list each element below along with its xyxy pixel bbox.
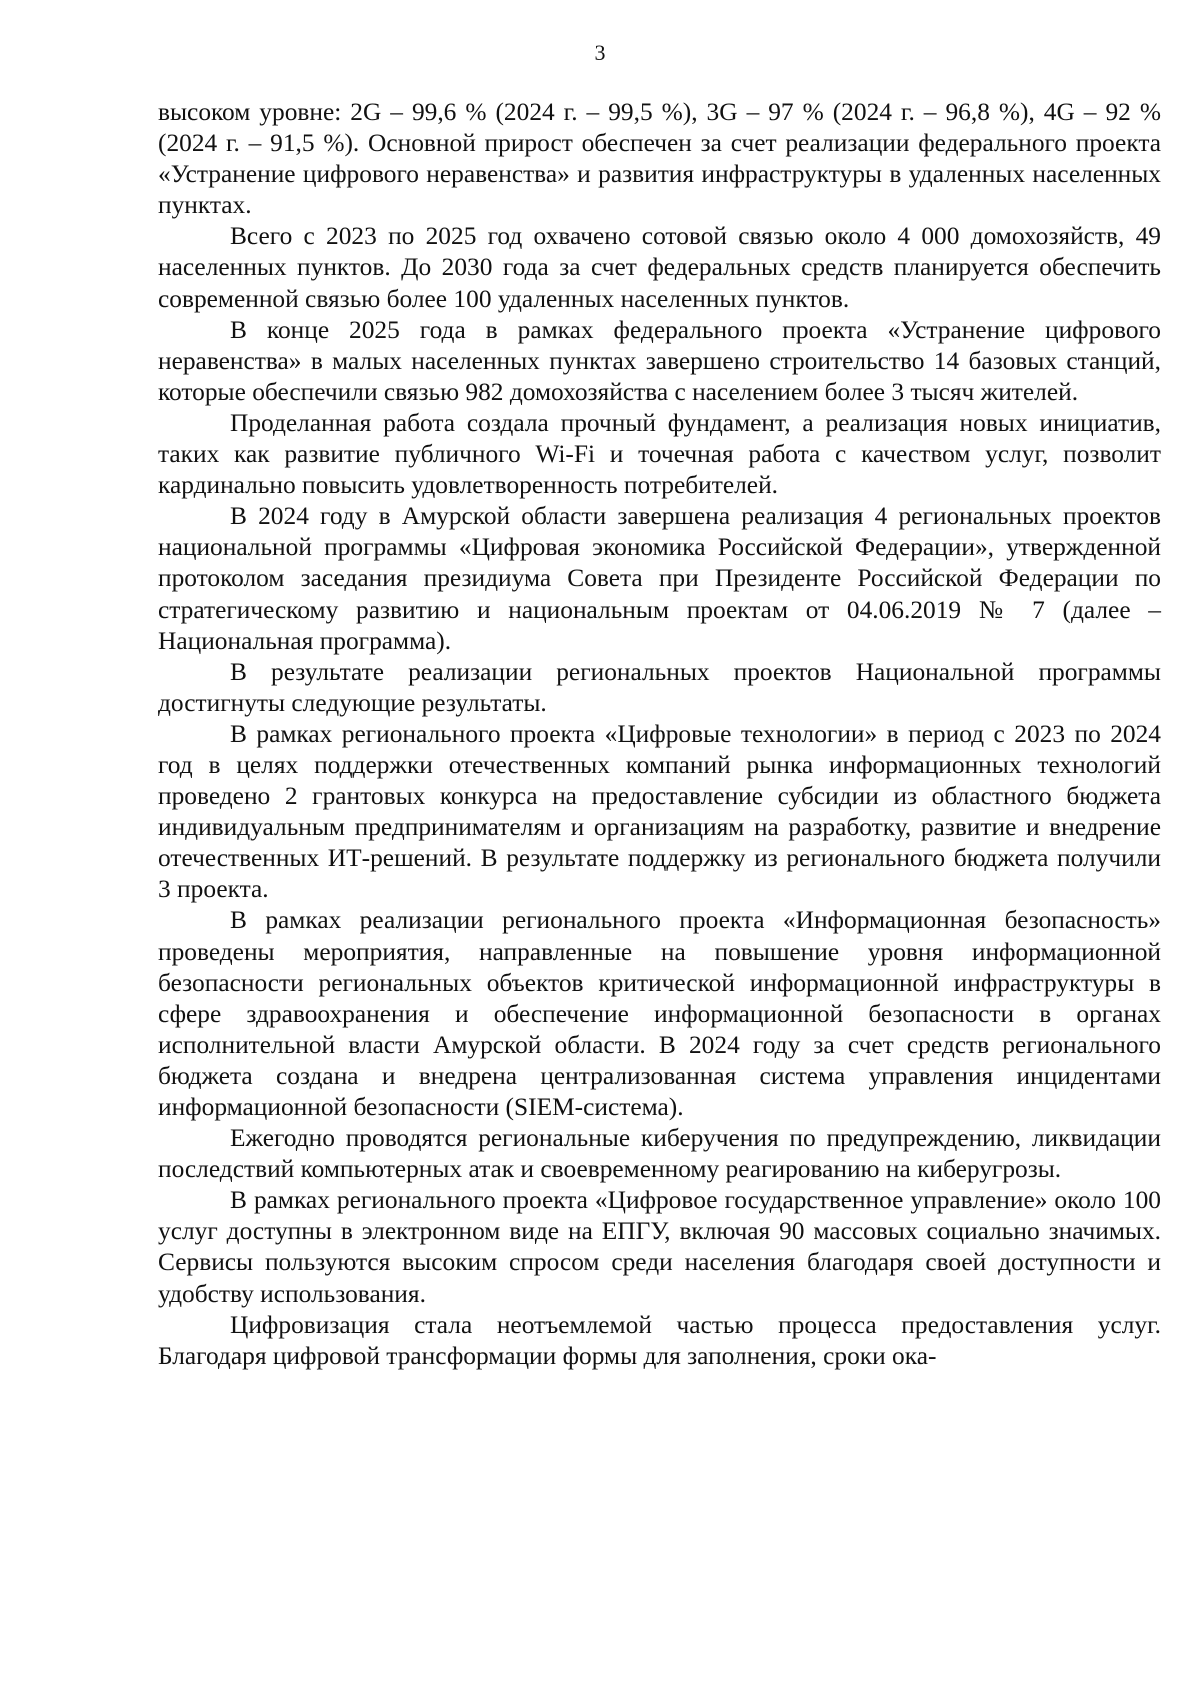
paragraph-digitalization: Цифровизация стала неотъемлемой частью процесса предоставления услуг. Благодаря цифровой трансформации формы для заполнения, сроки ока- [158,1310,1161,1370]
paragraph-information-security: В рамках реализации регионального проекта «Информационная безопасность» проведены мероприятия, направленные на повышение уровня информационной безопасности региональных объектов критической информационной инфраструктуры в сфере здравоохранения и обеспечение информационной безопасности в органах исполнительной власти Амурской области. В 2024 году за счет средств регионального бюджета создана и внедрена централизованная система управления инцидентами информационной безопасности (SIEM-система). [158,906,1161,1121]
paragraph-base-stations: В конце 2025 года в рамках федерального проекта «Устранение цифрового неравенства» в малых населенных пунктах завершено строительство 14 базовых станций, которые обеспечили связью 982 домохозяйства с населением более 3 тысяч жителей. [158,315,1161,406]
document-body [158,97,1161,1372]
paragraph-digital-technologies: В рамках регионального проекта «Цифровые технологии» в период с 2023 по 2024 год в целях поддержки отечественных компаний рынка информационных технологий проведено 2 грантовых конкурса на предоставление субсидии из областного бюджета индивидуальным предпринимателям и организациям на разработку, развитие и внедрение отечественных ИТ-решений. В результате поддержку из регионального бюджета получили 3 проекта. [158,719,1161,904]
paragraph-cyber-exercises: Ежегодно проводятся региональные киберучения по предупреждению, ликвидации последствий компьютерных атак и своевременному реагированию на киберугрозы. [158,1124,1161,1184]
paragraph-national-program: В 2024 году в Амурской области завершена реализация 4 региональных проектов национальной программы «Цифровая экономика Российской Федерации», утвержденной протоколом заседания президиума Совета при Президенте Российской Федерации по стратегическому развитию и национальным проектам от 04.06.2019 № 7 (далее – Национальная программа). [158,502,1161,655]
page-number: 3 [594,40,606,65]
paragraph-coverage-levels: высоком уровне: 2G – 99,6 % (2024 г. – 99,5 %), 3G – 97 % (2024 г. – 96,8 %), 4G – 92 % (2024 г. – 91,5 %). Основной прирост обеспечен за счет реализации федерального проекта «Устранение цифрового неравенства» и развития инфраструктуры в удаленных населенных пунктах. [158,98,1161,220]
paragraph-results-intro: В результате реализации региональных проектов Национальной программы достигнуты следующие результаты. [158,657,1161,717]
paragraph-digital-government: В рамках регионального проекта «Цифровое государственное управление» около 100 услуг доступны в электронном виде на ЕПГУ, включая 90 массовых социально значимых. Сервисы пользуются высоким спросом среди населения благодаря своей доступности и удобству использования. [158,1186,1161,1308]
paragraph-foundation: Проделанная работа создала прочный фундамент, а реализация новых инициатив, таких как развитие публичного Wi-Fi и точечная работа с качеством услуг, позволит кардинально повысить удовлетворенность потребителей. [158,408,1161,500]
paragraph-households-covered: Всего с 2023 по 2025 год охвачено сотовой связью около 4 000 домохозяйств, 49 населенных пунктов. До 2030 года за счет федеральных средств планируется обеспечить современной связью более 100 удаленных населенных пунктов. [158,222,1161,313]
